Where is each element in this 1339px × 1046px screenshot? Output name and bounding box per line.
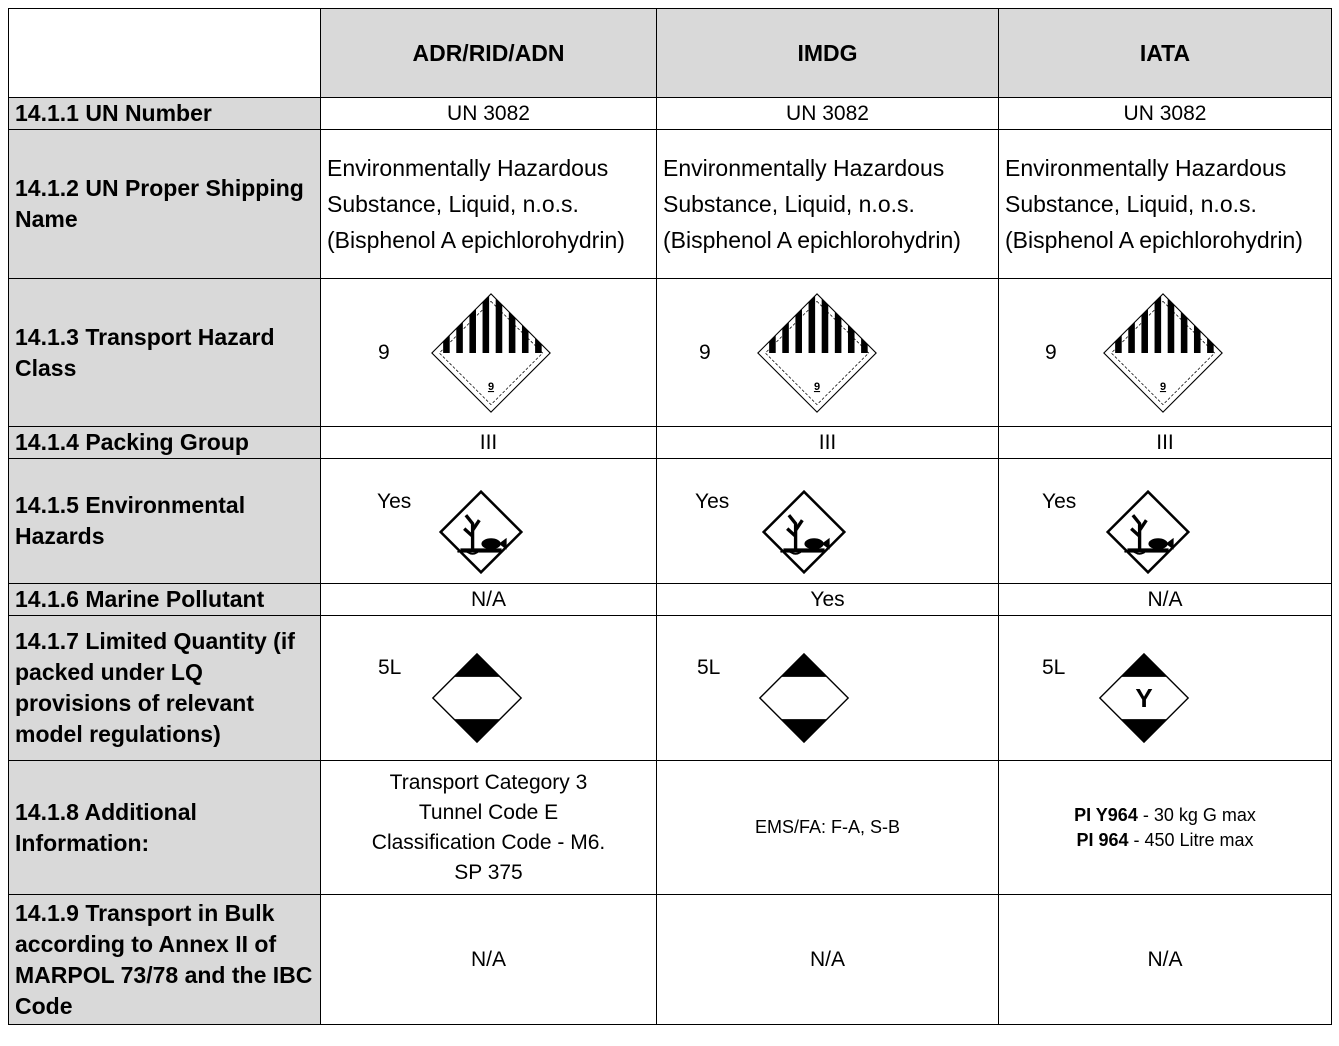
table-row bbox=[9, 459, 1332, 584]
environmental-hazard-mark-icon bbox=[439, 490, 523, 574]
row-label-shipping-name: 14.1.2 UN Proper Shipping Name bbox=[9, 130, 321, 279]
transport-information-table bbox=[8, 8, 1332, 1025]
adr-info-line: SP 375 bbox=[454, 860, 523, 884]
row-label-marine-pollutant: 14.1.6 Marine Pollutant bbox=[9, 584, 321, 616]
iata-pi-text: - 450 Litre max bbox=[1128, 829, 1254, 850]
bulk-transport-adr: N/A bbox=[321, 895, 657, 1025]
row-label-additional-info: 14.1.8 Additional Information: bbox=[9, 761, 321, 895]
packing-group-imdg: III bbox=[657, 427, 999, 459]
limited-quantity-y-mark-icon bbox=[1098, 652, 1190, 744]
additional-info-iata bbox=[999, 761, 1332, 895]
un-number-adr: UN 3082 bbox=[321, 98, 657, 130]
hazard-class-imdg bbox=[657, 279, 999, 427]
un-number-imdg: UN 3082 bbox=[657, 98, 999, 130]
class-9-hazard-label-icon bbox=[1102, 292, 1224, 414]
row-label-hazard-class: 14.1.3 Transport Hazard Class bbox=[9, 279, 321, 427]
limited-quantity-y-letter: Y bbox=[1135, 683, 1154, 713]
environmental-iata bbox=[999, 459, 1332, 584]
table-row bbox=[9, 895, 1332, 1025]
un-number-iata: UN 3082 bbox=[999, 98, 1332, 130]
limited-quantity-imdg bbox=[657, 616, 999, 761]
adr-info-line: Transport Category 3 bbox=[389, 770, 588, 794]
hazard-class-value: 9 bbox=[378, 340, 390, 364]
iata-info-line bbox=[1005, 828, 1325, 853]
column-header-adr: ADR/RID/ADN bbox=[321, 9, 657, 98]
limited-quantity-adr bbox=[321, 616, 657, 761]
row-label-un-number: 14.1.1 UN Number bbox=[9, 98, 321, 130]
marine-pollutant-imdg: Yes bbox=[657, 584, 999, 616]
limited-quantity-mark-icon bbox=[758, 652, 850, 744]
environmental-imdg bbox=[657, 459, 999, 584]
limited-quantity-value: 5L bbox=[697, 656, 721, 679]
hazard-class-iata bbox=[999, 279, 1332, 427]
iata-info-line bbox=[1005, 803, 1325, 828]
column-header-imdg: IMDG bbox=[657, 9, 999, 98]
class-9-icon-number: 9 bbox=[813, 380, 820, 393]
column-header-iata: IATA bbox=[999, 9, 1332, 98]
shipping-name-iata: Environmentally Hazardous Substance, Liquid, n.o.s. (Bisphenol A epichlorohydrin) bbox=[999, 130, 1332, 279]
marine-pollutant-iata: N/A bbox=[999, 584, 1332, 616]
environmental-hazard-mark-icon bbox=[762, 490, 846, 574]
iata-pi-code: PI Y964 bbox=[1074, 804, 1138, 825]
adr-info-line: Classification Code - M6. bbox=[371, 830, 606, 854]
shipping-name-adr: Environmentally Hazardous Substance, Liquid, n.o.s. (Bisphenol A epichlorohydrin) bbox=[321, 130, 657, 279]
row-label-environmental: 14.1.5 Environmental Hazards bbox=[9, 459, 321, 584]
row-label-bulk-transport: 14.1.9 Transport in Bulk according to Annex II of MARPOL 73/78 and the IBC Code bbox=[9, 895, 321, 1025]
additional-info-adr bbox=[321, 761, 657, 895]
class-9-hazard-label-icon bbox=[430, 292, 552, 414]
table-row bbox=[9, 279, 1332, 427]
limited-quantity-value: 5L bbox=[1042, 656, 1066, 679]
adr-info-line: Tunnel Code E bbox=[418, 800, 559, 824]
limited-quantity-iata bbox=[999, 616, 1332, 761]
corner-cell bbox=[9, 9, 321, 98]
table-row bbox=[9, 427, 1332, 459]
environmental-value: Yes bbox=[377, 490, 412, 513]
iata-pi-text: - 30 kg G max bbox=[1137, 804, 1256, 825]
table-row bbox=[9, 761, 1332, 895]
bulk-transport-imdg: N/A bbox=[657, 895, 999, 1025]
environmental-value: Yes bbox=[695, 490, 730, 513]
environmental-adr bbox=[321, 459, 657, 584]
table-header-row bbox=[9, 9, 1332, 98]
additional-info-imdg: EMS/FA: F-A, S-B bbox=[657, 761, 999, 895]
table-row bbox=[9, 584, 1332, 616]
limited-quantity-value: 5L bbox=[378, 656, 402, 679]
class-9-icon-number: 9 bbox=[487, 380, 494, 393]
shipping-name-imdg: Environmentally Hazardous Substance, Liquid, n.o.s. (Bisphenol A epichlorohydrin) bbox=[657, 130, 999, 279]
marine-pollutant-adr: N/A bbox=[321, 584, 657, 616]
packing-group-adr: III bbox=[321, 427, 657, 459]
bulk-transport-iata: N/A bbox=[999, 895, 1332, 1025]
table-row bbox=[9, 616, 1332, 761]
environmental-value: Yes bbox=[1042, 490, 1077, 513]
environmental-hazard-mark-icon bbox=[1106, 490, 1190, 574]
class-9-icon-number: 9 bbox=[1159, 380, 1166, 393]
hazard-class-value: 9 bbox=[1045, 340, 1057, 364]
packing-group-iata: III bbox=[999, 427, 1332, 459]
row-label-limited-quantity: 14.1.7 Limited Quantity (if packed under LQ provisions of relevant model regulations) bbox=[9, 616, 321, 761]
class-9-hazard-label-icon bbox=[756, 292, 878, 414]
row-label-packing-group: 14.1.4 Packing Group bbox=[9, 427, 321, 459]
limited-quantity-mark-icon bbox=[431, 652, 523, 744]
hazard-class-value: 9 bbox=[699, 340, 711, 364]
iata-pi-code: PI 964 bbox=[1076, 829, 1129, 850]
hazard-class-adr bbox=[321, 279, 657, 427]
table-row bbox=[9, 130, 1332, 279]
table-row bbox=[9, 98, 1332, 130]
